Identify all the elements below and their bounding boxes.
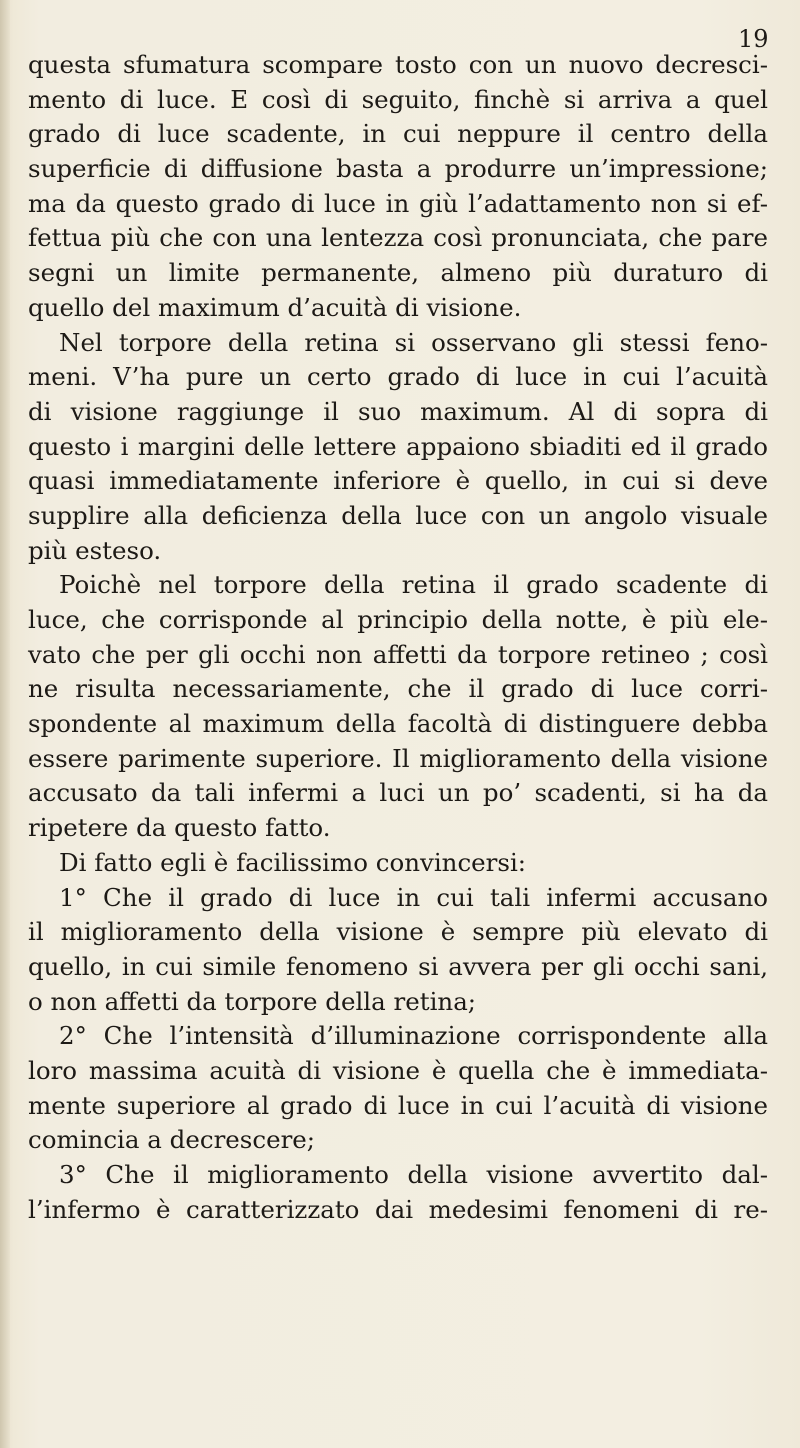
text-line: quasi immediatamente inferiore è quello, in cui si deve (28, 466, 768, 496)
text-line: di visione raggiunge il suo maximum. Al di sopra di (28, 396, 768, 426)
text-line: grado di luce scadente, in cui neppure il centro della (28, 119, 768, 149)
text-line: Nel torpore della retina si osservano gli stessi feno- (59, 327, 768, 357)
text-line: luce, che corrisponde al principio della notte, è più ele- (28, 605, 768, 634)
text-line: vato che per gli occhi non affetti da torpore retineo ; così (28, 639, 768, 669)
text-line: ne risulta necessariamente, che il grado di luce corri- (28, 674, 768, 704)
text-line: essere parimente superiore. Il miglioramento della visione (28, 743, 768, 773)
text-line: 3° Che il miglioramento della visione avvertito dal- (59, 1160, 768, 1189)
text-line: il miglioramento della visione è sempre più elevato di (28, 917, 768, 947)
text-line: loro massima acuità di visione è quella che è immediata- (28, 1055, 768, 1085)
text-line: superficie di diffusione basta a produrre un’impressione; (28, 154, 768, 184)
text-line: l’infermo è caratterizzato dai medesimi fenomeni di re- (28, 1194, 768, 1224)
text-line: Poichè nel torpore della retina il grado scadente di (59, 570, 768, 600)
text-line: mento di luce. E così di seguito, finchè si arriva a quel (28, 84, 768, 114)
binding-edge (0, 0, 10, 1448)
text-line: 2° Che l’intensità d’illuminazione corrispondente alla (59, 1021, 768, 1051)
text-line: comincia a decrescere; (28, 1125, 316, 1155)
page-number: 19 (738, 25, 769, 53)
text-line: ripetere da questo fatto. (28, 813, 331, 843)
text-line: più esteso. (28, 535, 162, 565)
text-line: ma da questo grado di luce in giù l’adattamento non si ef- (28, 188, 768, 218)
text-line: o non affetti da torpore della retina; (28, 986, 477, 1016)
text-line: meni. V’ha pure un certo grado di luce in cui l’acuità (28, 362, 768, 392)
text-line: Di fatto egli è facilissimo convincersi: (59, 847, 527, 877)
text-line: mente superiore al grado di luce in cui l’acuità di visione (28, 1090, 768, 1120)
text-line: quello, in cui simile fenomeno si avvera per gli occhi sani, (28, 951, 768, 981)
text-line: accusato da tali infermi a luci un po’ scadenti, si ha da (28, 778, 768, 808)
text-line: questa sfumatura scompare tosto con un nuovo decresci- (28, 50, 768, 79)
text-line: spondente al maximum della facoltà di distinguere debba (28, 709, 768, 739)
text-line: 1° Che il grado di luce in cui tali infermi accusano (59, 882, 768, 912)
text-line: segni un limite permanente, almeno più duraturo di (28, 258, 768, 288)
text-line: fettua più che con una lentezza così pronunciata, che pare (28, 223, 768, 253)
text-line: questo i margini delle lettere appaiono sbiaditi ed il grado (28, 431, 768, 461)
text-line: quello del maximum d’acuità di visione. (28, 292, 522, 322)
text-line: supplire alla deficienza della luce con un angolo visuale (28, 500, 768, 530)
body-text (28, 48, 768, 1227)
